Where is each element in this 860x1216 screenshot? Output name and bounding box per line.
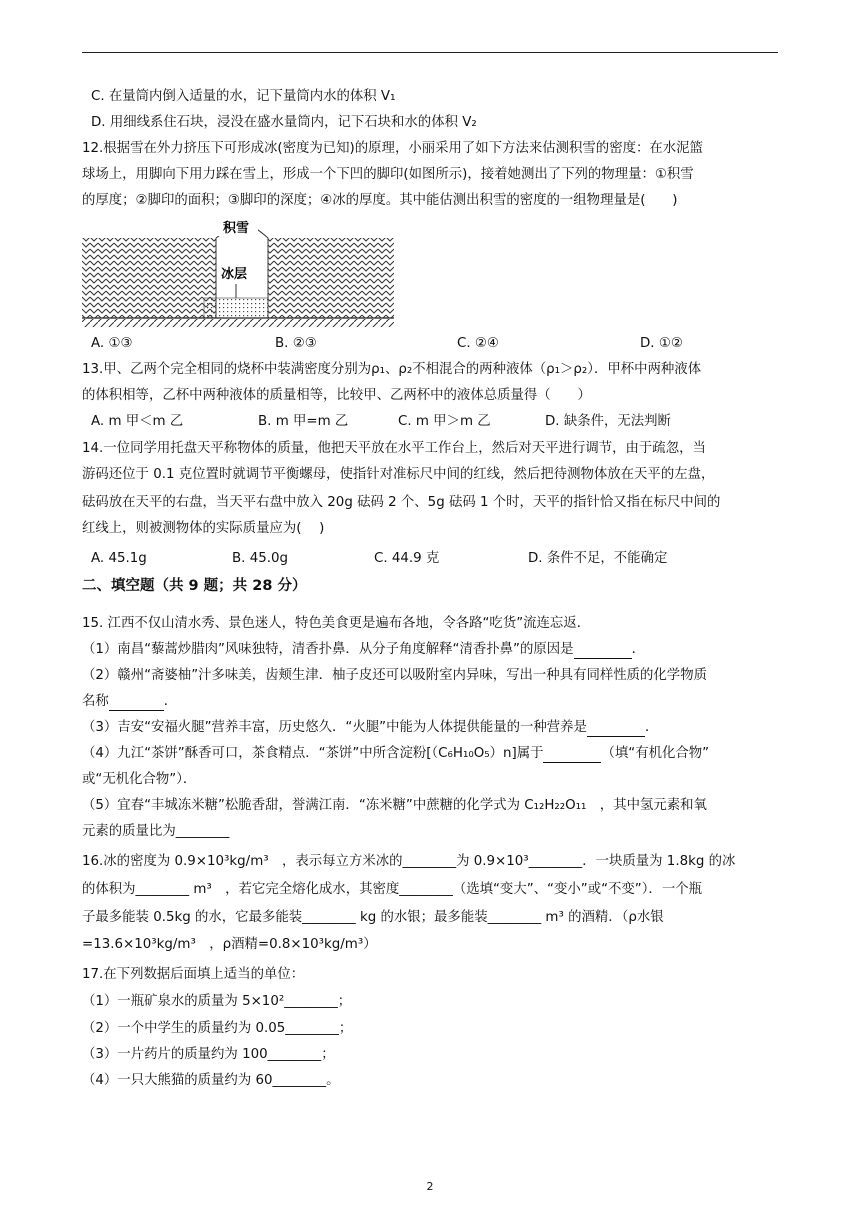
q12-text-line1: 12.根据雪在外力挤压下可形成冰(密度为已知)的原理，小丽采用了如下方法来估测积雪的密度：在水泥篮 [82,141,703,156]
snow-footprint-figure [82,218,394,330]
q12-option-c: C. ②④ [457,336,499,351]
q16-text-line2: 的体积为________ m³ ，若它完全熔化成水，其密度________（选填“变大”、“变小”或“不变”）．一个瓶 [82,882,702,897]
q15-part1: （1）南昌“藜蒿炒腊肉”风味独特，清香扑鼻．从分子角度解释“清香扑鼻”的原因是 ． [82,642,645,657]
q16-text-line4: =13.6×10³kg/m³ ，ρ酒精=0.8×10³kg/m³） [82,937,377,952]
q15-part3: （3）吉安“安福火腿”营养丰富，历史悠久．“火腿”中能为人体提供能量的一种营养是 ． [82,720,659,735]
q17-part4: （4）一只大熊猫的质量约为 60________。 [82,1073,340,1088]
q14-option-c: C. 44.9 克 [374,551,440,566]
q17-part3: （3）一片药片的质量约为 100________； [82,1047,335,1062]
q12-option-a: A. ①③ [91,336,133,351]
section-title: 二、填空题（共 9 题；共 28 分） [82,578,307,594]
snow-right-block [268,238,394,318]
answer-blank[interactable] [574,644,632,659]
header-rule [82,52,778,53]
q14-text-line2: 游码还位于 0.1 克位置时就调节平衡螺母，使指针对准标尺中间的红线，然后把待测物体放在天平的左盘， [82,467,715,482]
q17-part2: （2）一个中学生的质量约为 0.05________； [82,1021,353,1036]
q16-text-line1: 16.冰的密度为 0.9×10³kg/m³ ，表示每立方米冰的________为 0.9×10³________．一块质量为 1.8kg 的冰 [82,854,736,869]
q13-text-line2: 的体积相等，乙杯中两种液体的质量相等，比较甲、乙两杯中的液体总质量得（ ） [82,388,591,403]
q13-option-c: C. m 甲＞m 乙 [398,414,491,429]
q12-option-b: B. ②③ [275,336,317,351]
q14-text-line4: 红线上，则被测物体的实际质量应为( ) [82,521,325,536]
q15-intro: 15. 江西不仅山清水秀、景色迷人，特色美食更是遍布各地，令各路“吃货”流连忘返． [82,616,591,631]
q12-text-line3: 的厚度；②脚印的面积；③脚印的深度；④冰的厚度。其中能估测出积雪的密度的一组物理量是( ) [82,193,678,208]
q17-intro: 17.在下列数据后面填上适当的单位： [82,967,305,982]
q12-text-line2: 球场上，用脚向下用力踩在雪上，形成一个下凹的脚印(如图所示)，接着她测出了下列的物理量：①积雪 [82,167,694,182]
q15-part2-line1: （2）赣州“斋婆柚”汁多味美，齿颊生津．柚子皮还可以吸附室内异味，写出一种具有同样性质的化学物质 [82,668,707,683]
ice-label: 冰层 [221,267,248,282]
ground [82,319,394,327]
q14-text-line3: 砝码放在天平的右盘，当天平右盘中放入 20g 砝码 2 个、5g 砝码 1 个时，天平的指针恰又指在标尺中间的 [82,495,721,510]
q17-part1: （1）一瓶矿泉水的质量为 5×10²________； [82,994,352,1009]
snow-label: 积雪 [223,221,250,236]
ice-layer [204,298,268,318]
q15-part5-line1: （5）宜春“丰城冻米糖”松脆香甜，誉满江南．“冻米糖”中蔗糖的化学式为 C₁₂H₂₂O₁₁ ，其中氢元素和氧 [82,798,707,813]
q15-part4-line2: 或“无机化合物”）． [82,772,197,787]
q11-option-c: C. 在量筒内倒入适量的水，记下量筒内水的体积 V₁ [91,89,396,104]
answer-blank[interactable] [109,696,164,711]
q15-part5-line2: 元素的质量比为________ [82,824,230,839]
page-number: 2 [426,1180,434,1193]
q16-text-line3: 子最多能装 0.5kg 的水，它最多能装________ kg 的水银；最多能装________ m³ 的酒精．（ρ水银 [82,910,664,925]
q14-text-line1: 14.一位同学用托盘天平称物体的质量，他把天平放在水平工作台上，然后对天平进行调节，由于疏忽，当 [82,441,706,456]
snow-left-block [82,238,216,318]
q14-option-a: A. 45.1g [91,551,147,566]
answer-blank[interactable] [587,722,645,737]
q15-part2-line2: 名称 ． [82,694,178,709]
q13-option-d: D. 缺条件，无法判断 [545,414,671,429]
q14-option-b: B. 45.0g [232,551,289,566]
q13-option-a: A. m 甲＜m 乙 [91,414,184,429]
q11-option-d: D. 用细线系住石块，浸没在盛水量筒内，记下石块和水的体积 V₂ [91,115,477,130]
q15-part4-line1: （4）九江“茶饼”酥香可口，茶食精点．“茶饼”中所含淀粉[（C₆H₁₀O₅）n]属于 （填“有机化合物” [82,746,710,761]
q14-option-d: D. 条件不足，不能确定 [528,551,668,566]
q13-option-b: B. m 甲=m 乙 [258,414,349,429]
answer-blank[interactable] [543,748,601,763]
q13-text-line1: 13.甲、乙两个完全相同的烧杯中装满密度分别为ρ₁、ρ₂不相混合的两种液体（ρ₁＞ρ₂）．甲杯中两种液体 [82,362,702,377]
q12-option-d: D. ①② [640,336,683,351]
